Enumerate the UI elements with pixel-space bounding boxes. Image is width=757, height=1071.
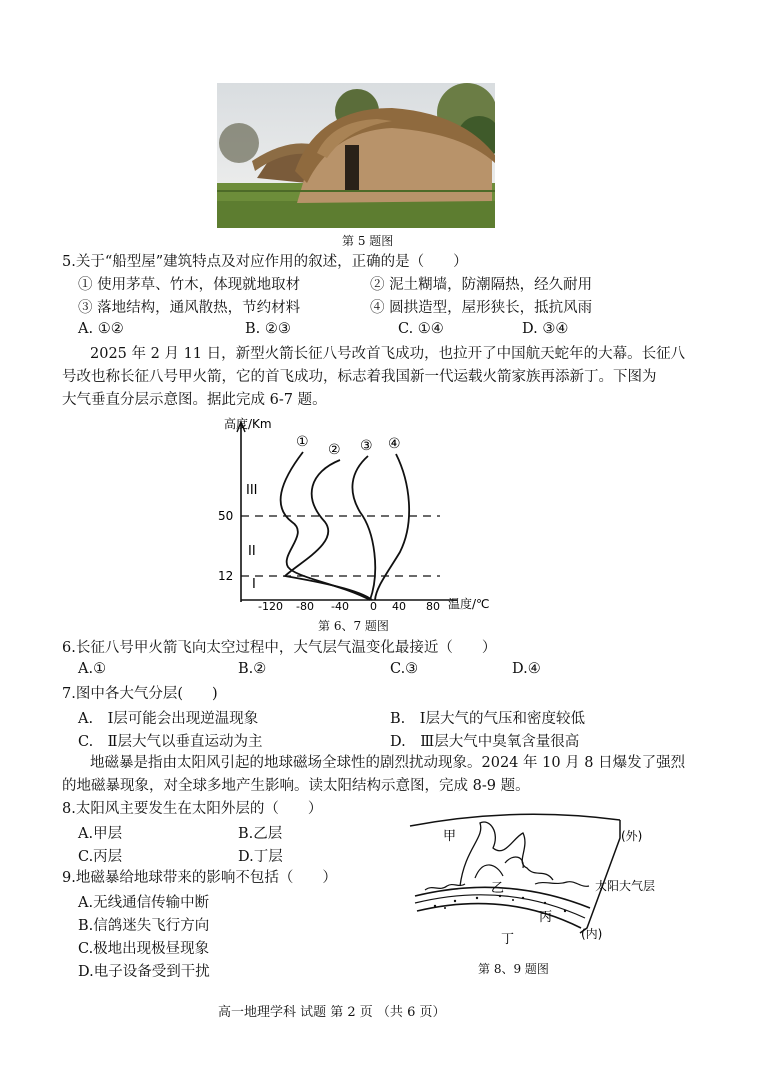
figure89-caption: 第 8、9 题图 (478, 962, 549, 976)
x-tick-40: 40 (392, 600, 406, 613)
q6-option-b[interactable]: B.② (238, 661, 267, 677)
q5-item-2: ② 泥土糊墙，防潮隔热，经久耐用 (370, 277, 593, 293)
layer-label-bing: 丙 (539, 910, 553, 925)
page-footer: 高一地理学科 试题 第 2 页 （共 6 页） (218, 1005, 446, 1020)
q5-item-1: ① 使用茅草、竹木，体现就地取材 (78, 277, 301, 293)
q5-option-a[interactable]: A. ①② (78, 321, 124, 337)
figure5-caption: 第 5 题图 (342, 234, 394, 248)
q7-stem: 7.图中各大气分层( ) (62, 686, 218, 702)
q8-stem: 8.太阳风主要发生在太阳外层的（ ） (62, 801, 323, 817)
atmosphere-bracket (580, 820, 620, 933)
x-tick-0: 0 (370, 600, 377, 613)
q5-option-c[interactable]: C. ①④ (398, 321, 444, 337)
curve-3 (352, 456, 375, 600)
y-tick-12: 12 (218, 569, 234, 583)
x-tick-m40: -40 (331, 600, 349, 613)
y-axis-label: 高度/Km (224, 417, 272, 431)
outer-boundary (410, 814, 620, 826)
layer-label-jia: 甲 (443, 829, 457, 844)
passage89-line2: 的地磁暴现象，对全球多地产生影响。读太阳结构示意图，完成 8-9 题。 (62, 778, 530, 794)
q7-option-a[interactable]: A. Ⅰ层可能会出现逆温现象 (78, 711, 259, 727)
q9-stem: 9.地磁暴给地球带来的影响不包括（ ） (62, 870, 337, 886)
layer-label-3: III (246, 483, 258, 498)
q8-option-d[interactable]: D.丁层 (238, 849, 283, 865)
layer-label-1: I (252, 577, 256, 592)
q9-option-a[interactable]: A.无线通信传输中断 (78, 895, 210, 911)
inner-label: (内) (581, 927, 603, 941)
curve-label-1: ① (296, 434, 309, 450)
passage67-line3: 大气垂直分层示意图。据此完成 6-7 题。 (62, 392, 327, 408)
outer-label: (外) (621, 829, 643, 843)
q8-option-c[interactable]: C.丙层 (78, 849, 123, 865)
x-tick-80: 80 (426, 600, 440, 613)
q5-item-3: ③ 落地结构，通风散热，节约材料 (78, 300, 301, 316)
passage89-line1: 地磁暴是指由太阳风引起的地球磁场全球性的剧烈扰动现象。2024 年 10 月 8 日爆发了强烈 (90, 755, 686, 771)
q5-item-4: ④ 圆拱造型，屋形狭长，抵抗风雨 (370, 300, 593, 316)
curve-label-3: ③ (360, 438, 373, 454)
q9-option-c[interactable]: C.极地出现极昼现象 (78, 941, 210, 957)
atmosphere-label: 太阳大气层 (595, 879, 656, 893)
boat-house-photo (217, 83, 495, 228)
q8-option-b[interactable]: B.乙层 (238, 826, 283, 842)
prominence (460, 822, 553, 886)
y-tick-50: 50 (218, 509, 234, 523)
q9-option-d[interactable]: D.电子设备受到干扰 (78, 964, 210, 980)
layer-label-yi: 乙 (491, 881, 505, 896)
passage67-line2: 号改也称长征八号甲火箭，它的首飞成功，标志着我国新一代运载火箭家族再添新丁。下图为 (62, 369, 657, 385)
passage67-line1: 2025 年 2 月 11 日，新型火箭长征八号改首飞成功，也拉开了中国航天蛇年的大幕。长征八 (90, 346, 686, 362)
q5-option-b[interactable]: B. ②③ (245, 321, 291, 337)
q9-option-b[interactable]: B.信鸽迷失飞行方向 (78, 918, 210, 934)
q7-option-c[interactable]: C. Ⅱ层大气以垂直运动为主 (78, 734, 263, 750)
layer-label-2: II (248, 544, 256, 559)
q8-option-a[interactable]: A.甲层 (78, 826, 123, 842)
curve-4 (375, 454, 409, 600)
sun-structure-figure (405, 808, 675, 958)
atmosphere-profile-figure (210, 412, 500, 632)
q7-option-b[interactable]: B. Ⅰ层大气的气压和密度较低 (390, 711, 585, 727)
q7-option-d[interactable]: D. Ⅲ层大气中臭氧含量很高 (390, 734, 580, 750)
layer-label-ding: 丁 (501, 932, 515, 947)
q6-option-c[interactable]: C.③ (390, 661, 419, 677)
q6-stem: 6.长征八号甲火箭飞向太空过程中，大气层气温变化最接近（ ） (62, 640, 497, 656)
q5-stem: 5.关于“船型屋”建筑特点及对应作用的叙述，正确的是（ ） (62, 254, 468, 270)
curve-label-4: ④ (388, 436, 401, 452)
figure67-caption: 第 6、7 题图 (318, 619, 389, 633)
x-tick-m80: -80 (296, 600, 314, 613)
q6-option-a[interactable]: A.① (78, 661, 107, 677)
curve-label-2: ② (328, 442, 341, 458)
q5-option-d[interactable]: D. ③④ (522, 321, 569, 337)
x-axis-label: 温度/℃ (448, 597, 490, 611)
q6-option-d[interactable]: D.④ (512, 661, 541, 677)
x-tick-m120: -120 (258, 600, 283, 613)
